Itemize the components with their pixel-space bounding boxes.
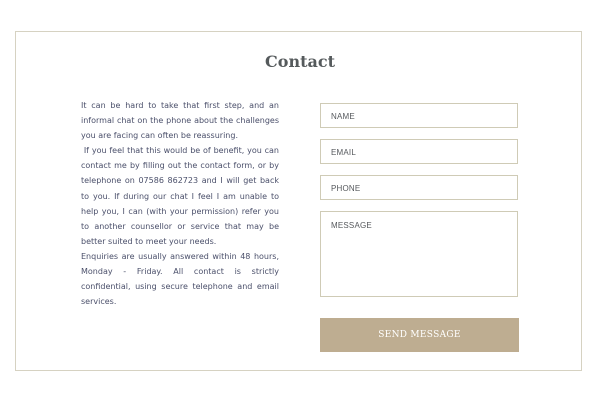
enquiries-paragraph: Enquiries are usually answered within 48 hours, Monday - Friday. All contact is strictly confidential, using secure telephone and email services.	[81, 251, 279, 307]
email-placeholder: EMAIL	[331, 148, 357, 157]
message-field[interactable]	[320, 211, 518, 297]
contact-description	[81, 98, 279, 309]
name-placeholder: NAME	[331, 112, 355, 121]
contact-info-paragraph: If you feel that this would be of benefit, you can contact me by filling out the contact form, or by telephone on 07586 862723 and I will get back to you. If during our chat I feel I am unable to help you, I can (with your permission) refer you to another counsellor or service that may be better suited to meet your needs.	[81, 146, 279, 246]
intro-paragraph: It can be hard to take that first step, and an informal chat on the phone about the challenges you are facing can often be reassuring.	[81, 101, 279, 141]
send-message-button[interactable]: SEND MESSAGE	[320, 318, 519, 352]
message-placeholder: MESSAGE	[331, 221, 372, 230]
phone-placeholder: PHONE	[331, 184, 361, 193]
name-field[interactable]	[320, 103, 518, 128]
phone-field[interactable]	[320, 175, 518, 200]
email-field[interactable]	[320, 139, 518, 164]
page-title: Contact	[265, 52, 335, 71]
